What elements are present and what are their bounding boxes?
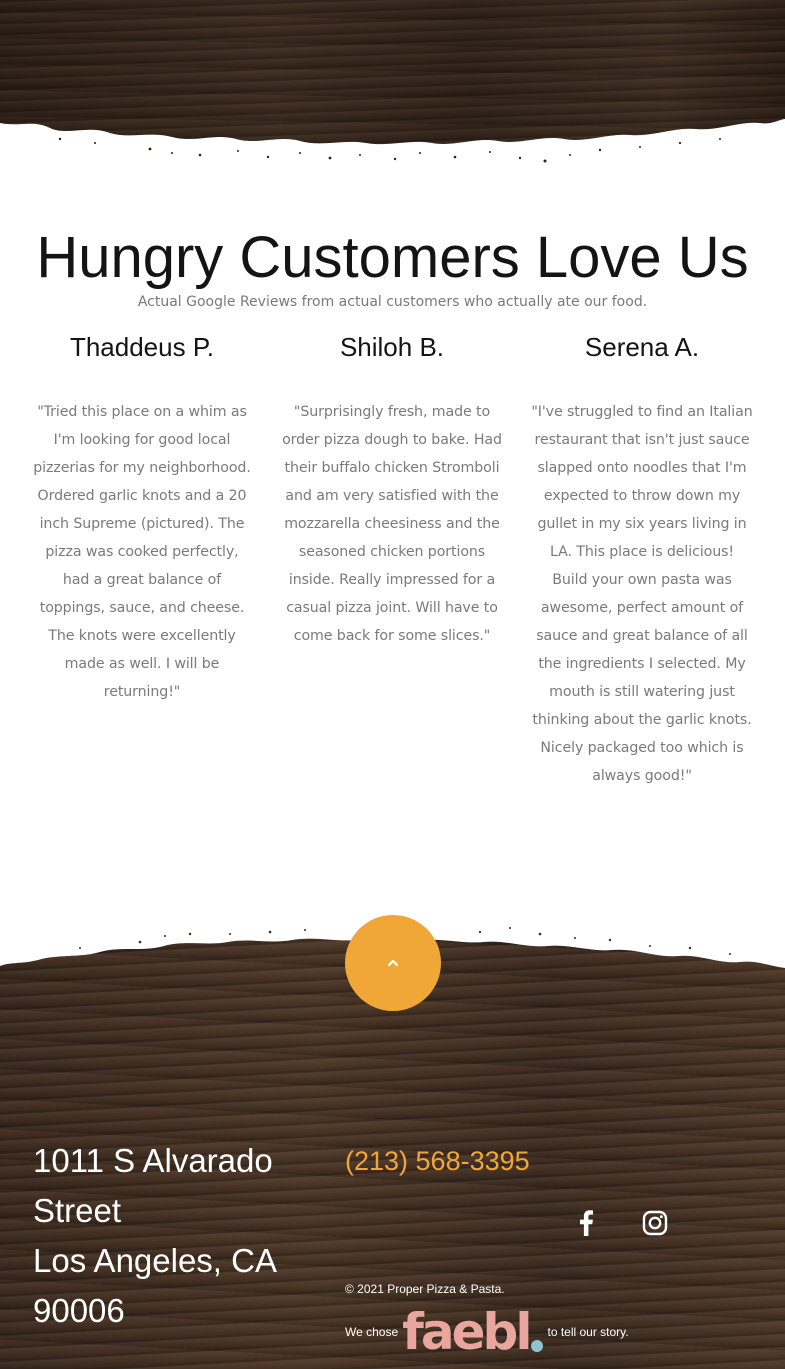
site-credit (345, 1303, 629, 1361)
review-text: "I've struggled to find an Italian restaurant that isn't just sauce slapped onto noodles that I'm expected to throw down my gullet in my six years living in LA. This place is delicious! Build your own pasta was awesome, perfect amount of sauce and great balance of all the ingredients I selected. My mouth is still watering just thinking about the garlic knots. Nicely packaged too which is always good!" (531, 404, 753, 784)
instagram-link[interactable] (638, 1206, 672, 1240)
section-title: Hungry Customers Love Us (36, 225, 749, 290)
credit-suffix: to tell our story. (547, 1325, 629, 1339)
reviewer-name: Thaddeus P. (69, 332, 215, 362)
instagram-icon (642, 1210, 668, 1236)
review-card (281, 330, 503, 650)
review-text: "Tried this place on a whim as I'm looking for good local pizzerias for my neighborhood. Ordered garlic knots and a 20 inch Supreme (pictured). The pizza was cooked perfectly, had a great balance of toppings, sauce, and cheese. The knots were excellently made as well. I will be returning!" (33, 404, 251, 700)
faebl-logo-text: faebl (402, 1303, 530, 1361)
top-brush-edge (0, 95, 785, 170)
credit-prefix: We chose (345, 1325, 399, 1339)
section-subtitle: Actual Google Reviews from actual customers who actually ate our food. (137, 294, 648, 310)
scroll-to-top-button[interactable] (345, 915, 441, 1011)
review-card (531, 330, 753, 790)
copyright-text: © 2021 Proper Pizza & Pasta. (345, 1282, 505, 1296)
faebl-logo-dot (531, 1340, 543, 1352)
review-card (31, 330, 253, 706)
review-text: "Surprisingly fresh, made to order pizza dough to bake. Had their buffalo chicken Stromboli and am very satisfied with the mozzarella cheesiness and the seasoned chicken portions inside. Really impressed for a casual pizza joint. Will have to come back for some slices." (282, 404, 502, 644)
phone-link[interactable]: (213) 568-3395 (345, 1146, 530, 1176)
reviewer-name: Shiloh B. (339, 332, 445, 362)
facebook-link[interactable] (569, 1206, 603, 1240)
facebook-icon (578, 1210, 594, 1236)
address-line-street: 1011 S Alvarado Street (33, 1142, 273, 1229)
faebl-logo-link[interactable] (402, 1303, 543, 1361)
restaurant-address (33, 1136, 323, 1336)
reviewer-name: Serena A. (584, 332, 700, 362)
address-line-city: Los Angeles, CA 90006 (33, 1242, 276, 1329)
chevron-up-icon (387, 959, 399, 967)
